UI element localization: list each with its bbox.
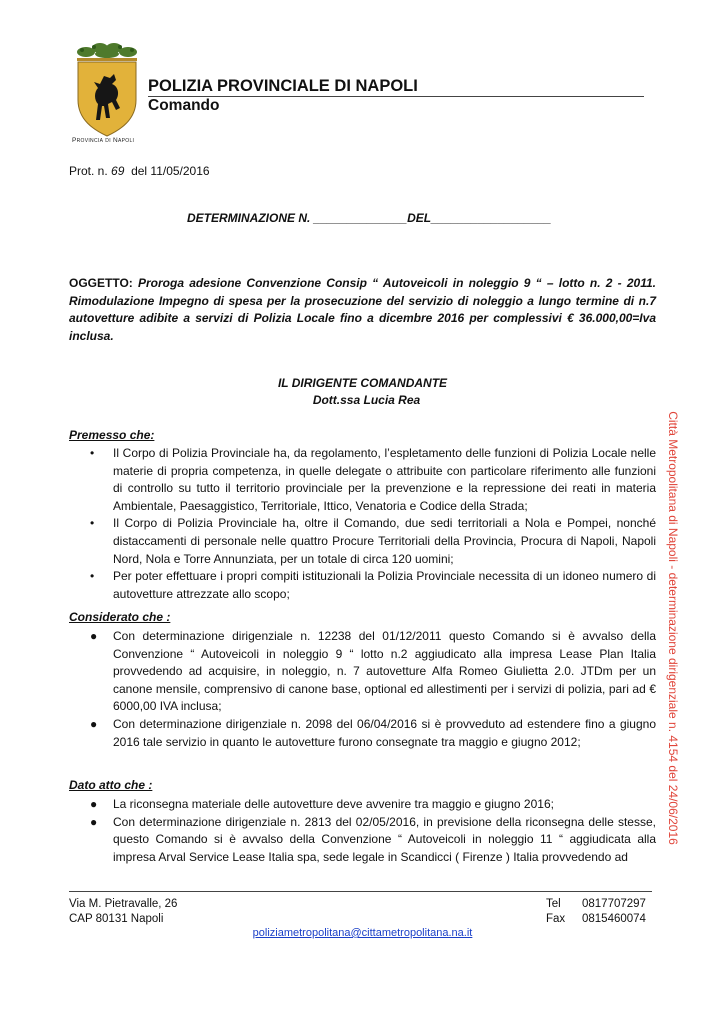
- address-street: Via M. Pietravalle, 26: [69, 898, 178, 910]
- list-item: [0, 445, 656, 515]
- bullet-icon: ●: [90, 716, 98, 731]
- fax-number: 0815460074: [582, 913, 646, 925]
- subject-paragraph: [69, 275, 656, 345]
- protocol-number: 69: [111, 164, 125, 178]
- protocol-prefix: Prot. n.: [69, 164, 108, 178]
- list-item: [0, 515, 656, 568]
- address-city: CAP 80131 Napoli: [69, 913, 164, 925]
- header-divider: [148, 96, 644, 97]
- section-heading-dato-atto: Dato atto che :: [69, 778, 153, 792]
- list-item: [0, 568, 656, 603]
- bullet-icon: •: [90, 569, 95, 584]
- list-item-text: Il Corpo di Polizia Provinciale ha, da regolamento, l’espletamento delle funzioni di Polizia Locale nelle materie di propria competenza, in quelle delegate o attribuite con particolare riferimento alle funzioni di controllo su tutto il territorio provinciale per la prevenzione e la repressione dei reati in materia Ambientale, Paesaggistico, Territoriale, Ittico, Venatoria e Codice della Strada;: [113, 446, 656, 513]
- list-item-text: Con determinazione dirigenziale n. 2098 del 06/04/2016 si è provveduto ad estendere fino a giugno 2016 tale servizio in quanto le autovetture furono consegnate tra maggio e giugno 2012;: [113, 716, 656, 749]
- signer-role: IL DIRIGENTE COMANDANTE: [277, 376, 448, 390]
- footer-divider: [69, 891, 652, 892]
- bullet-icon: ●: [90, 814, 98, 829]
- registration-side-note: Città Metropolitana di Napoli - determinazione dirigenziale n. 4154 del 24/06/2016: [666, 411, 680, 845]
- dato-atto-list: [0, 796, 656, 866]
- bullet-icon: •: [90, 516, 95, 531]
- section-heading-considerato: Considerato che :: [69, 610, 171, 624]
- tel-number: 0817707297: [582, 898, 646, 910]
- footer-email-link[interactable]: poliziametropolitana@cittametropolitana.na.it: [252, 927, 473, 939]
- bullet-icon: ●: [90, 629, 98, 643]
- signer-name: Dott.ssa Lucia Rea: [312, 393, 421, 407]
- protocol-date: del 11/05/2016: [131, 164, 210, 178]
- organization-subtitle: Comando: [148, 97, 220, 114]
- considerato-list: [0, 628, 656, 751]
- list-item: [0, 814, 656, 867]
- list-item-text: Il Corpo di Polizia Provinciale ha, oltre il Comando, due sedi territoriali a Nola e Pompei, nonché distaccamenti di personale nelle quattro Procure Territoriali della Provincia, Procura di Napoli, Napoli Nord, Nola e Torre Annunziata, per un totale di circa 120 uomini;: [113, 516, 656, 566]
- determination-number-line: DETERMINAZIONE N. ______________DEL__________________: [187, 211, 552, 225]
- subject-label: OGGETTO:: [69, 276, 133, 290]
- list-item: [0, 628, 656, 716]
- premesso-list: [0, 445, 656, 603]
- subject-text: Proroga adesione Convenzione Consip “ Autoveicoli in noleggio 9 “ – lotto n. 2 - 2011. Rimodulazione Impegno di spesa per la prosecuzione del servizio di noleggio a lungo termine di n.7 autovetture adibite a servizi di Polizia Locale fino a dicembre 2016 per complessivi € 36.000,00=Iva inclusa.: [69, 276, 656, 343]
- bullet-icon: ●: [90, 797, 98, 811]
- footer-contacts: [546, 897, 646, 927]
- fax-label: Fax: [546, 913, 566, 925]
- bullet-icon: •: [90, 446, 95, 460]
- organization-title: POLIZIA PROVINCIALE DI NAPOLI: [148, 77, 418, 95]
- protocol-line: [69, 164, 210, 178]
- footer-address: [69, 897, 177, 927]
- provincia-crest-logo: [74, 42, 140, 142]
- list-item-text: Per poter effettuare i propri compiti istituzionali la Polizia Provinciale necessita di un idoneo numero di autovetture attrezzate allo scopo;: [113, 569, 656, 601]
- crest-caption: Provincia di Napoli: [72, 137, 135, 144]
- list-item-text: La riconsegna materiale delle autovetture deve avvenire tra maggio e giugno 2016;: [113, 797, 554, 811]
- tel-label: Tel: [546, 898, 561, 910]
- section-heading-premesso: Premesso che:: [69, 428, 155, 442]
- list-item-text: Con determinazione dirigenziale n. 2813 del 02/05/2016, in previsione della riconsegna delle stesse, questo Comando si è avvalso della Convenzione “ Autoveicoli in noleggio 11 “ aggiudicata alla impresa Arval Service Lease Italia spa, sede legale in Scandicci ( Firenze ) Italia provvedendo ad: [113, 814, 656, 864]
- list-item-text: Con determinazione dirigenziale n. 12238 del 01/12/2011 questo Comando si è avvalso della Convenzione “ Autoveicoli in noleggio 9 “ lotto n.2 aggiudicato alla impresa Lease Plan Italia provvedendo ad acquisire, in noleggio, n. 7 autovetture Alfa Romeo Giulietta 2.0. JTDm per un canone mensile, comprensivo di canone base, optional ed allestimenti per i servizi di polizia, pari ad € 6000,00 IVA inclusa;: [113, 629, 656, 714]
- list-item: [0, 796, 656, 814]
- list-item: [0, 716, 656, 751]
